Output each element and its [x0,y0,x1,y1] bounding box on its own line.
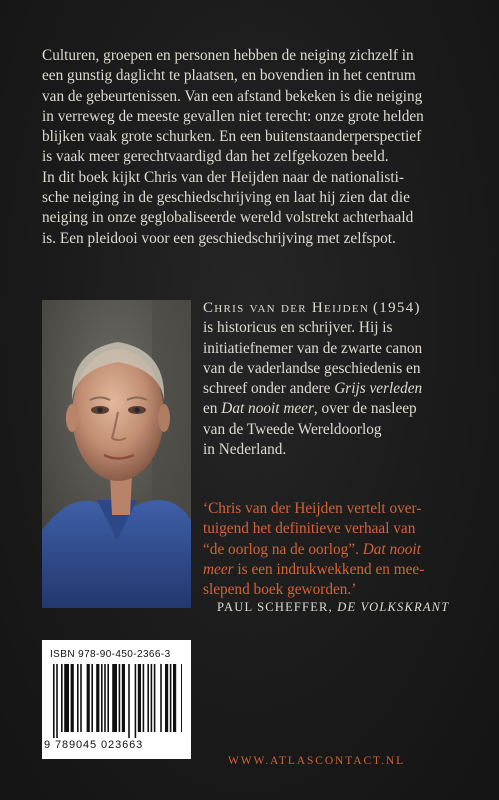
author-bio-line [203,298,473,318]
author-photo [42,300,191,608]
publisher-website: WWW.ATLASCONTACT.NL [228,755,405,767]
author-bio-text: en [203,400,218,418]
author-portrait-image [42,300,191,608]
author-bio [203,298,473,460]
quote-book-title: meer [203,560,234,578]
author-name: Chris van der Heijden [203,300,370,316]
quote-line: ‘Chris van der Heijden vertelt over- [203,500,422,517]
blurb-line: van de gebeurtenissen. Van een afstand bekeken is die neiging [42,87,423,105]
author-bio-line: van de vaderlandse geschiedenis en [203,359,421,377]
quote-source-name: PAUL SCHEFFER, [217,600,333,614]
quote-line: tuigend het definitieve verhaal van [203,520,416,538]
quote-text: “de oorlog na de oorlog”. [203,540,359,558]
blurb-line: neiging in onze geglobaliseerde wereld volstrekt achterhaald [42,209,414,227]
barcode-digits: 9 789045 023663 [44,739,144,751]
isbn-label: ISBN 978-90-450-2366-3 [50,649,171,660]
blurb-line: In dit boek kijkt Chris van der Heijden naar de nationalisti- [42,168,404,186]
quote-line [203,540,473,560]
author-bio-line [203,379,473,399]
quote-line: slepend boek geworden.’ [203,581,357,599]
author-bio-line: in Nederland. [203,441,287,459]
quote-line [203,560,473,580]
blurb-line: is. Een pleidooi voor een geschiedschrijving met zelfspot. [42,229,396,247]
author-bio-text: schreef onder andere [203,380,331,398]
blurb-line: sche neiging in de geschiedschrijving en laat hij zien dat die [42,189,410,207]
author-year: (1954) [372,300,421,316]
quote-source-publication: DE VOLKSKRANT [337,600,450,614]
barcode-icon [51,664,182,738]
review-quote [203,499,473,600]
blurb-line: een gunstig daglicht te plaatsen, en bovendien in het centrum [42,67,416,85]
blurb-line: Culturen, groepen en personen hebben de neiging zichzelf in [42,47,414,64]
blurb-text [42,46,462,249]
quote-source [217,600,477,615]
quote-book-title: Dat nooit [362,540,421,558]
blurb-line: in verreweg de meeste gevallen niet terecht: onze grote helden [42,107,424,125]
barcode-label [42,640,191,759]
blurb-line: blijken vaak grote schurken. En een buitenstaanderperspectief [42,128,422,146]
quote-text: is een indrukwekkend en mee- [237,560,425,578]
blurb-line: is vaak meer gerechtvaardigd dan het zelfgekozen beeld. [42,148,389,166]
author-bio-line: is historicus en schrijver. Hij is [203,319,393,337]
book-title: Dat nooit meer [221,400,314,418]
author-bio-text: , over de nasleep [313,400,417,418]
author-bio-line: initiatiefnemer van de zwarte canon [203,339,423,357]
author-bio-line [203,399,473,419]
author-bio-line: van de Tweede Wereldoorlog [203,420,382,438]
book-title: Grijs verleden [334,380,423,398]
